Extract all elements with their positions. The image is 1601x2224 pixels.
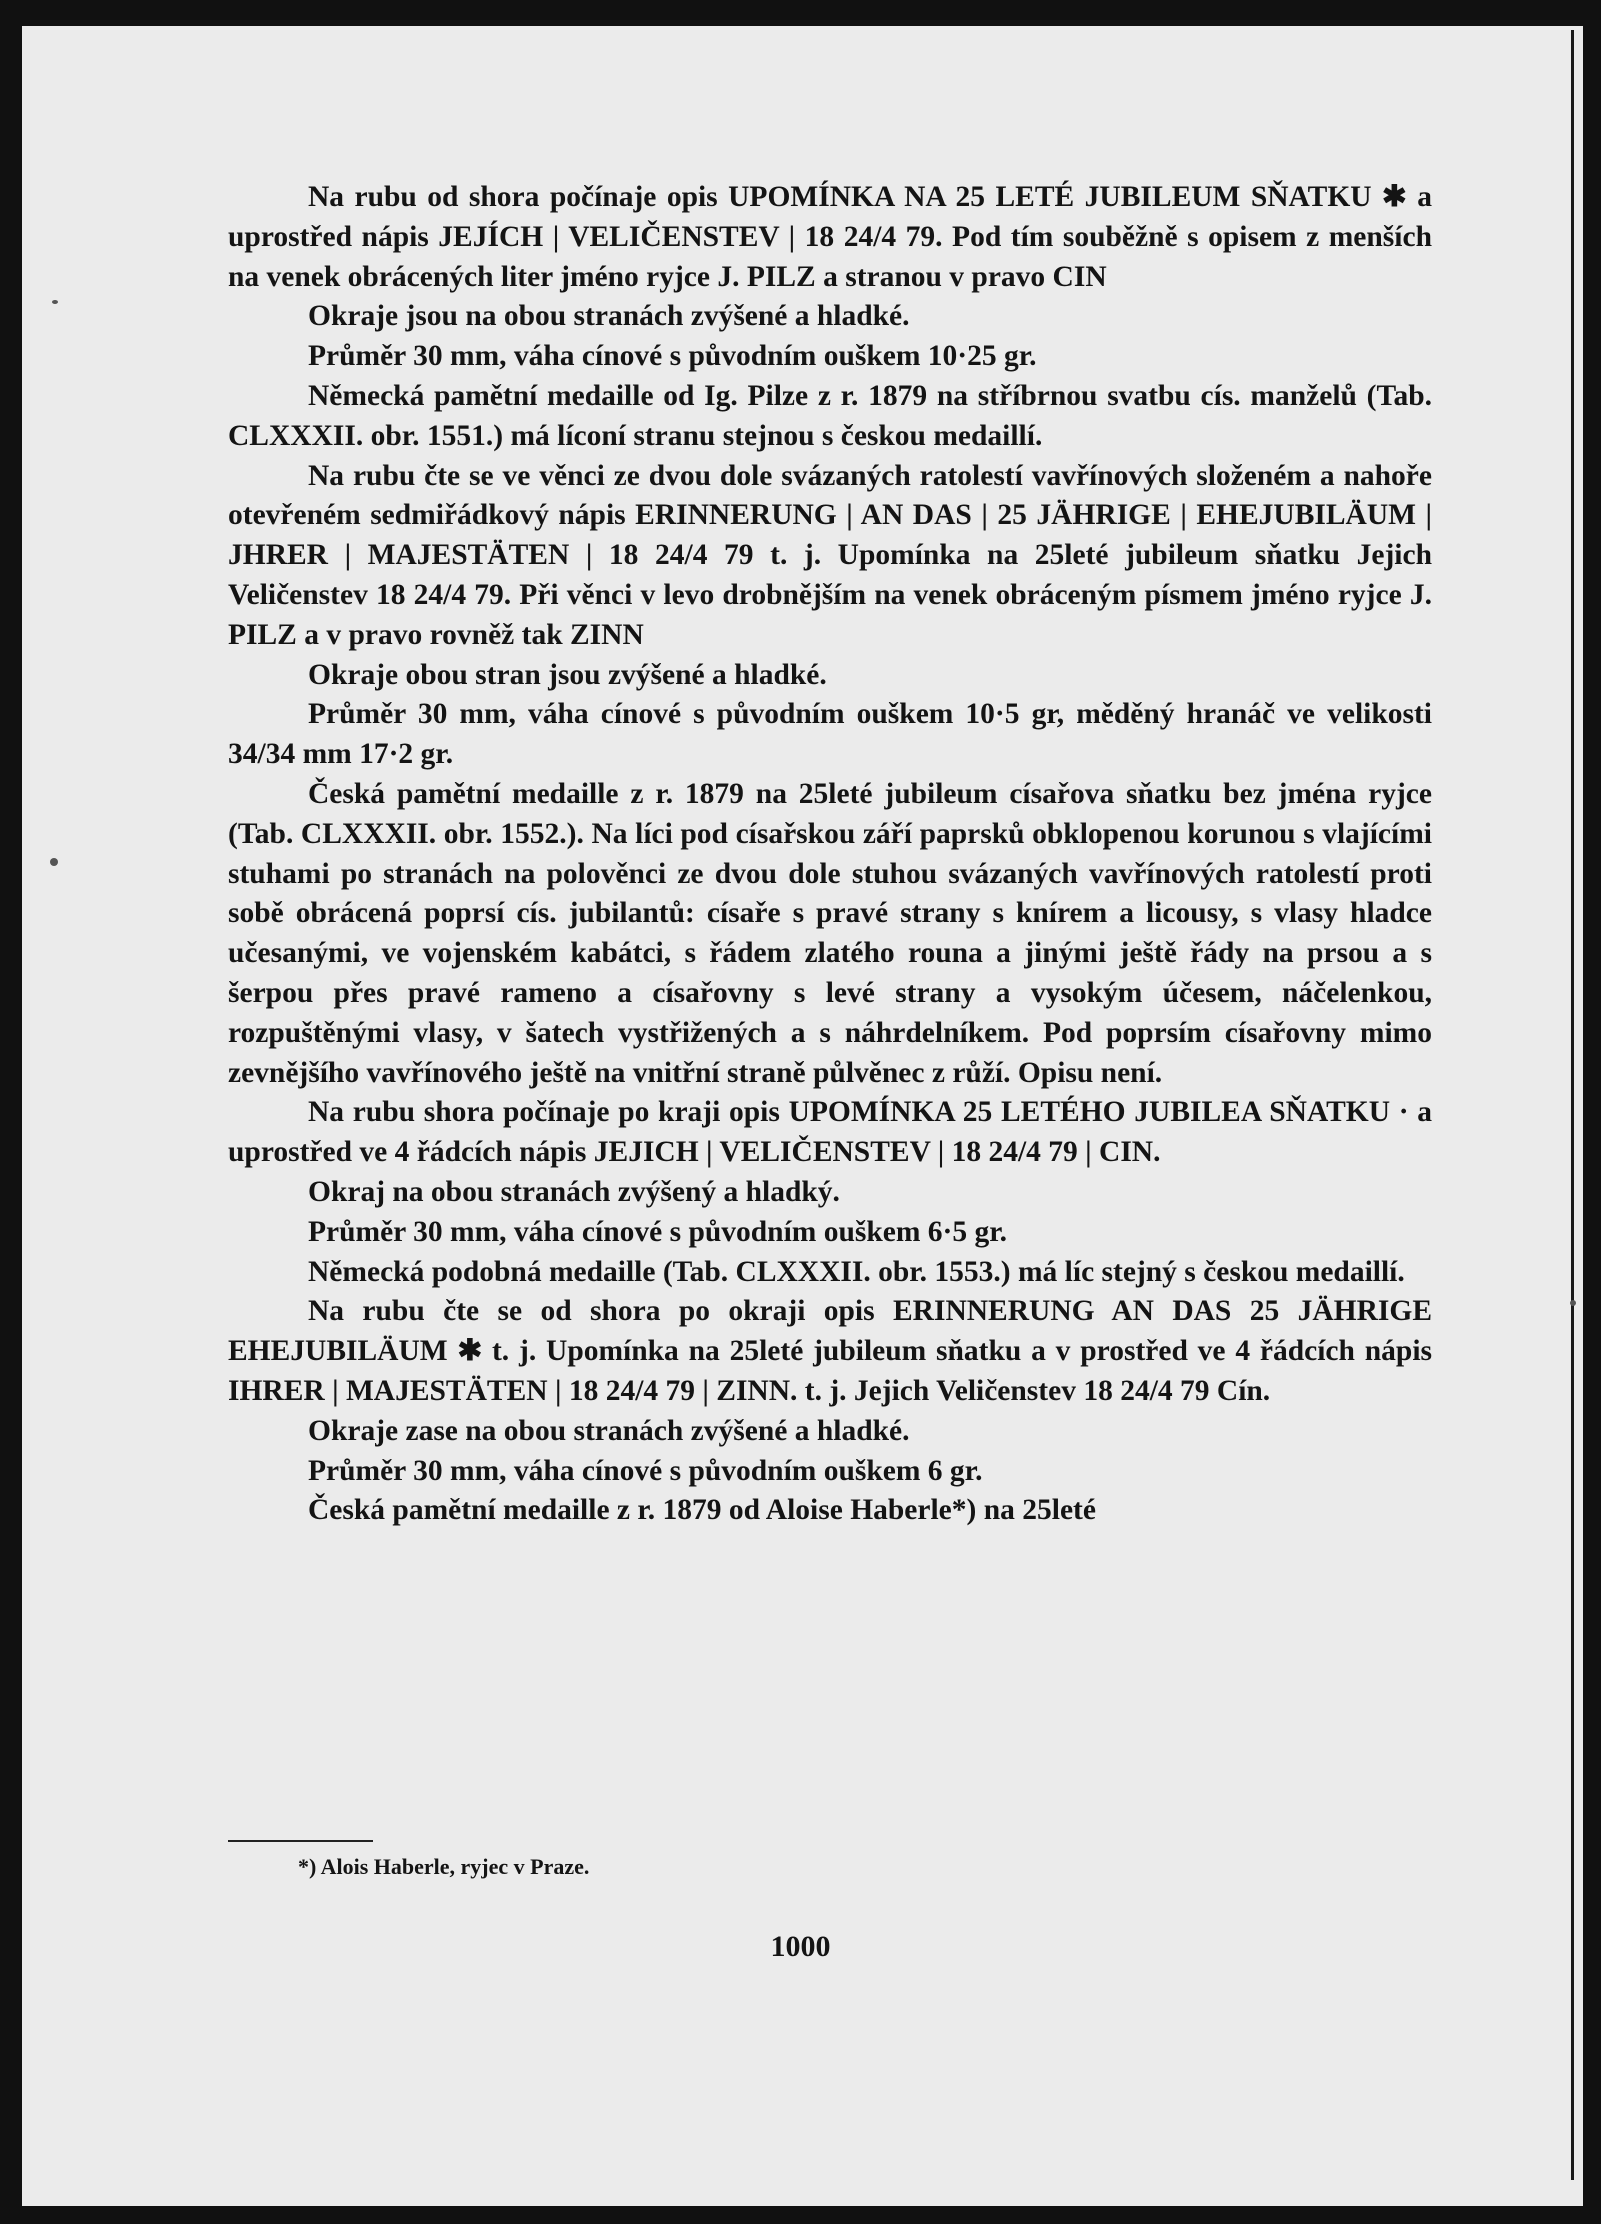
paragraph: Okraje obou stran jsou zvýšené a hladké. (308, 658, 827, 691)
paragraph: Okraj na obou stranách zvýšený a hladký. (308, 1175, 840, 1208)
footnote: *) Alois Haberle, ryjec v Praze. (298, 1854, 590, 1879)
paragraph: Na rubu čte se od shora po okraji opis ERINNERUNG AN DAS 25 JÄHRIGE EHEJUBILÄUM ✱ t. j. Upomínka na 25leté jubileum sňatku a v prostřed ve 4 řádcích nápis IHRER | MAJESTÄTEN | 18 24/4 79 | ZINN. t. j. Jejich Veličenstev 18 24/4 79 Cín. (228, 1295, 1432, 1407)
paragraph: Průměr 30 mm, váha cínové s původním ouškem 6·5 gr. (308, 1215, 1008, 1248)
paragraph: Průměr 30 mm, váha cínové s původním ouškem 10·5 gr, měděný hranáč ve velikosti 34/34 mm 17·2 gr. (228, 698, 1432, 771)
paragraph: Okraje jsou na obou stranách zvýšené a hladké. (308, 300, 910, 333)
paragraph: Okraje zase na obou stranách zvýšené a hladké. (308, 1414, 910, 1447)
paragraph: Průměr 30 mm, váha cínové s původním ouškem 6 gr. (308, 1454, 983, 1487)
paragraph: Na rubu shora počínaje po kraji opis UPOMÍNKA 25 LETÉHO JUBILEA SŇATKU · a uprostřed ve 4 řádcích nápis JEJICH | VELIČENSTEV | 18 24/4 79 | CIN. (228, 1096, 1432, 1169)
page-edge-rule (1568, 30, 1578, 2180)
footnote-divider (228, 1840, 373, 1842)
paragraph: Česká pamětní medaille z r. 1879 od Aloise Haberle*) na 25leté (308, 1494, 1096, 1527)
paragraph: Na rubu čte se ve věnci ze dvou dole svázaných ratolestí vavřínových složeném a nahoře otevřeném sedmiřádkový nápis ERINNERUNG | AN DAS | 25 JÄHRIGE | EHEJUBILÄUM | JHRER | MAJESTÄTEN | 18 24/4 79 t. j. Upomínka na 25leté jubileum sňatku Jejich Veličenstev 18 24/4 79. Při věnci v levo drobnějším na venek obráceným písmem jméno ryjce J. PILZ a v pravo rovněž tak ZINN (228, 459, 1432, 651)
scan-speck (1570, 1300, 1576, 1306)
paragraph: Německá pamětní medaille od Ig. Pilze z r. 1879 na stříbrnou svatbu cís. manželů (Tab. CLXXXII. obr. 1551.) má líconí stranu stejnou s českou medaillí. (228, 379, 1432, 452)
page-number: 1000 (770, 1930, 831, 1963)
paragraph: Na rubu od shora počínaje opis UPOMÍNKA NA 25 LETÉ JUBILEUM SŇATKU ✱ a uprostřed nápis JEJÍCH | VELIČENSTEV | 18 24/4 79. Pod tím souběžně s opisem z menších na venek obrácených liter jméno ryjce J. PILZ a stranou v pravo CIN (228, 181, 1432, 293)
scan-speck (52, 300, 58, 304)
paragraph: Česká pamětní medaille z r. 1879 na 25leté jubileum císařova sňatku bez jména ryjce (Tab. CLXXXII. obr. 1552.). Na líci pod císařskou září paprsků obklopenou korunou s vlajícími stuhami po stranách na polověnci ze dvou dole stuhou svázaných vavřínových ratolestí proti sobě obrácená poprsí cís. jubilantů: císaře s pravé strany s knírem a licousy, s vlasy hladce učesanými, ve vojenském kabátci, s řádem zlatého rouna a jinými ještě řády na prsou a s šerpou přes pravé rameno a císařovny s levé strany a vysokým účesem, náčelenkou, rozpuštěnými vlasy, v šatech vystřižených a s náhrdelníkem. Pod poprsím císařovny mimo zevnějšího vavřínového ještě na vnitřní straně půlvěnec z růží. Opisu není. (228, 777, 1432, 1089)
paragraph: Průměr 30 mm, váha cínové s původním ouškem 10·25 gr. (308, 340, 1037, 373)
scan-speck (50, 858, 58, 866)
paragraph: Německá podobná medaille (Tab. CLXXXII. obr. 1553.) má líc stejný s českou medaillí. (308, 1255, 1405, 1288)
body-text (228, 178, 1432, 1531)
